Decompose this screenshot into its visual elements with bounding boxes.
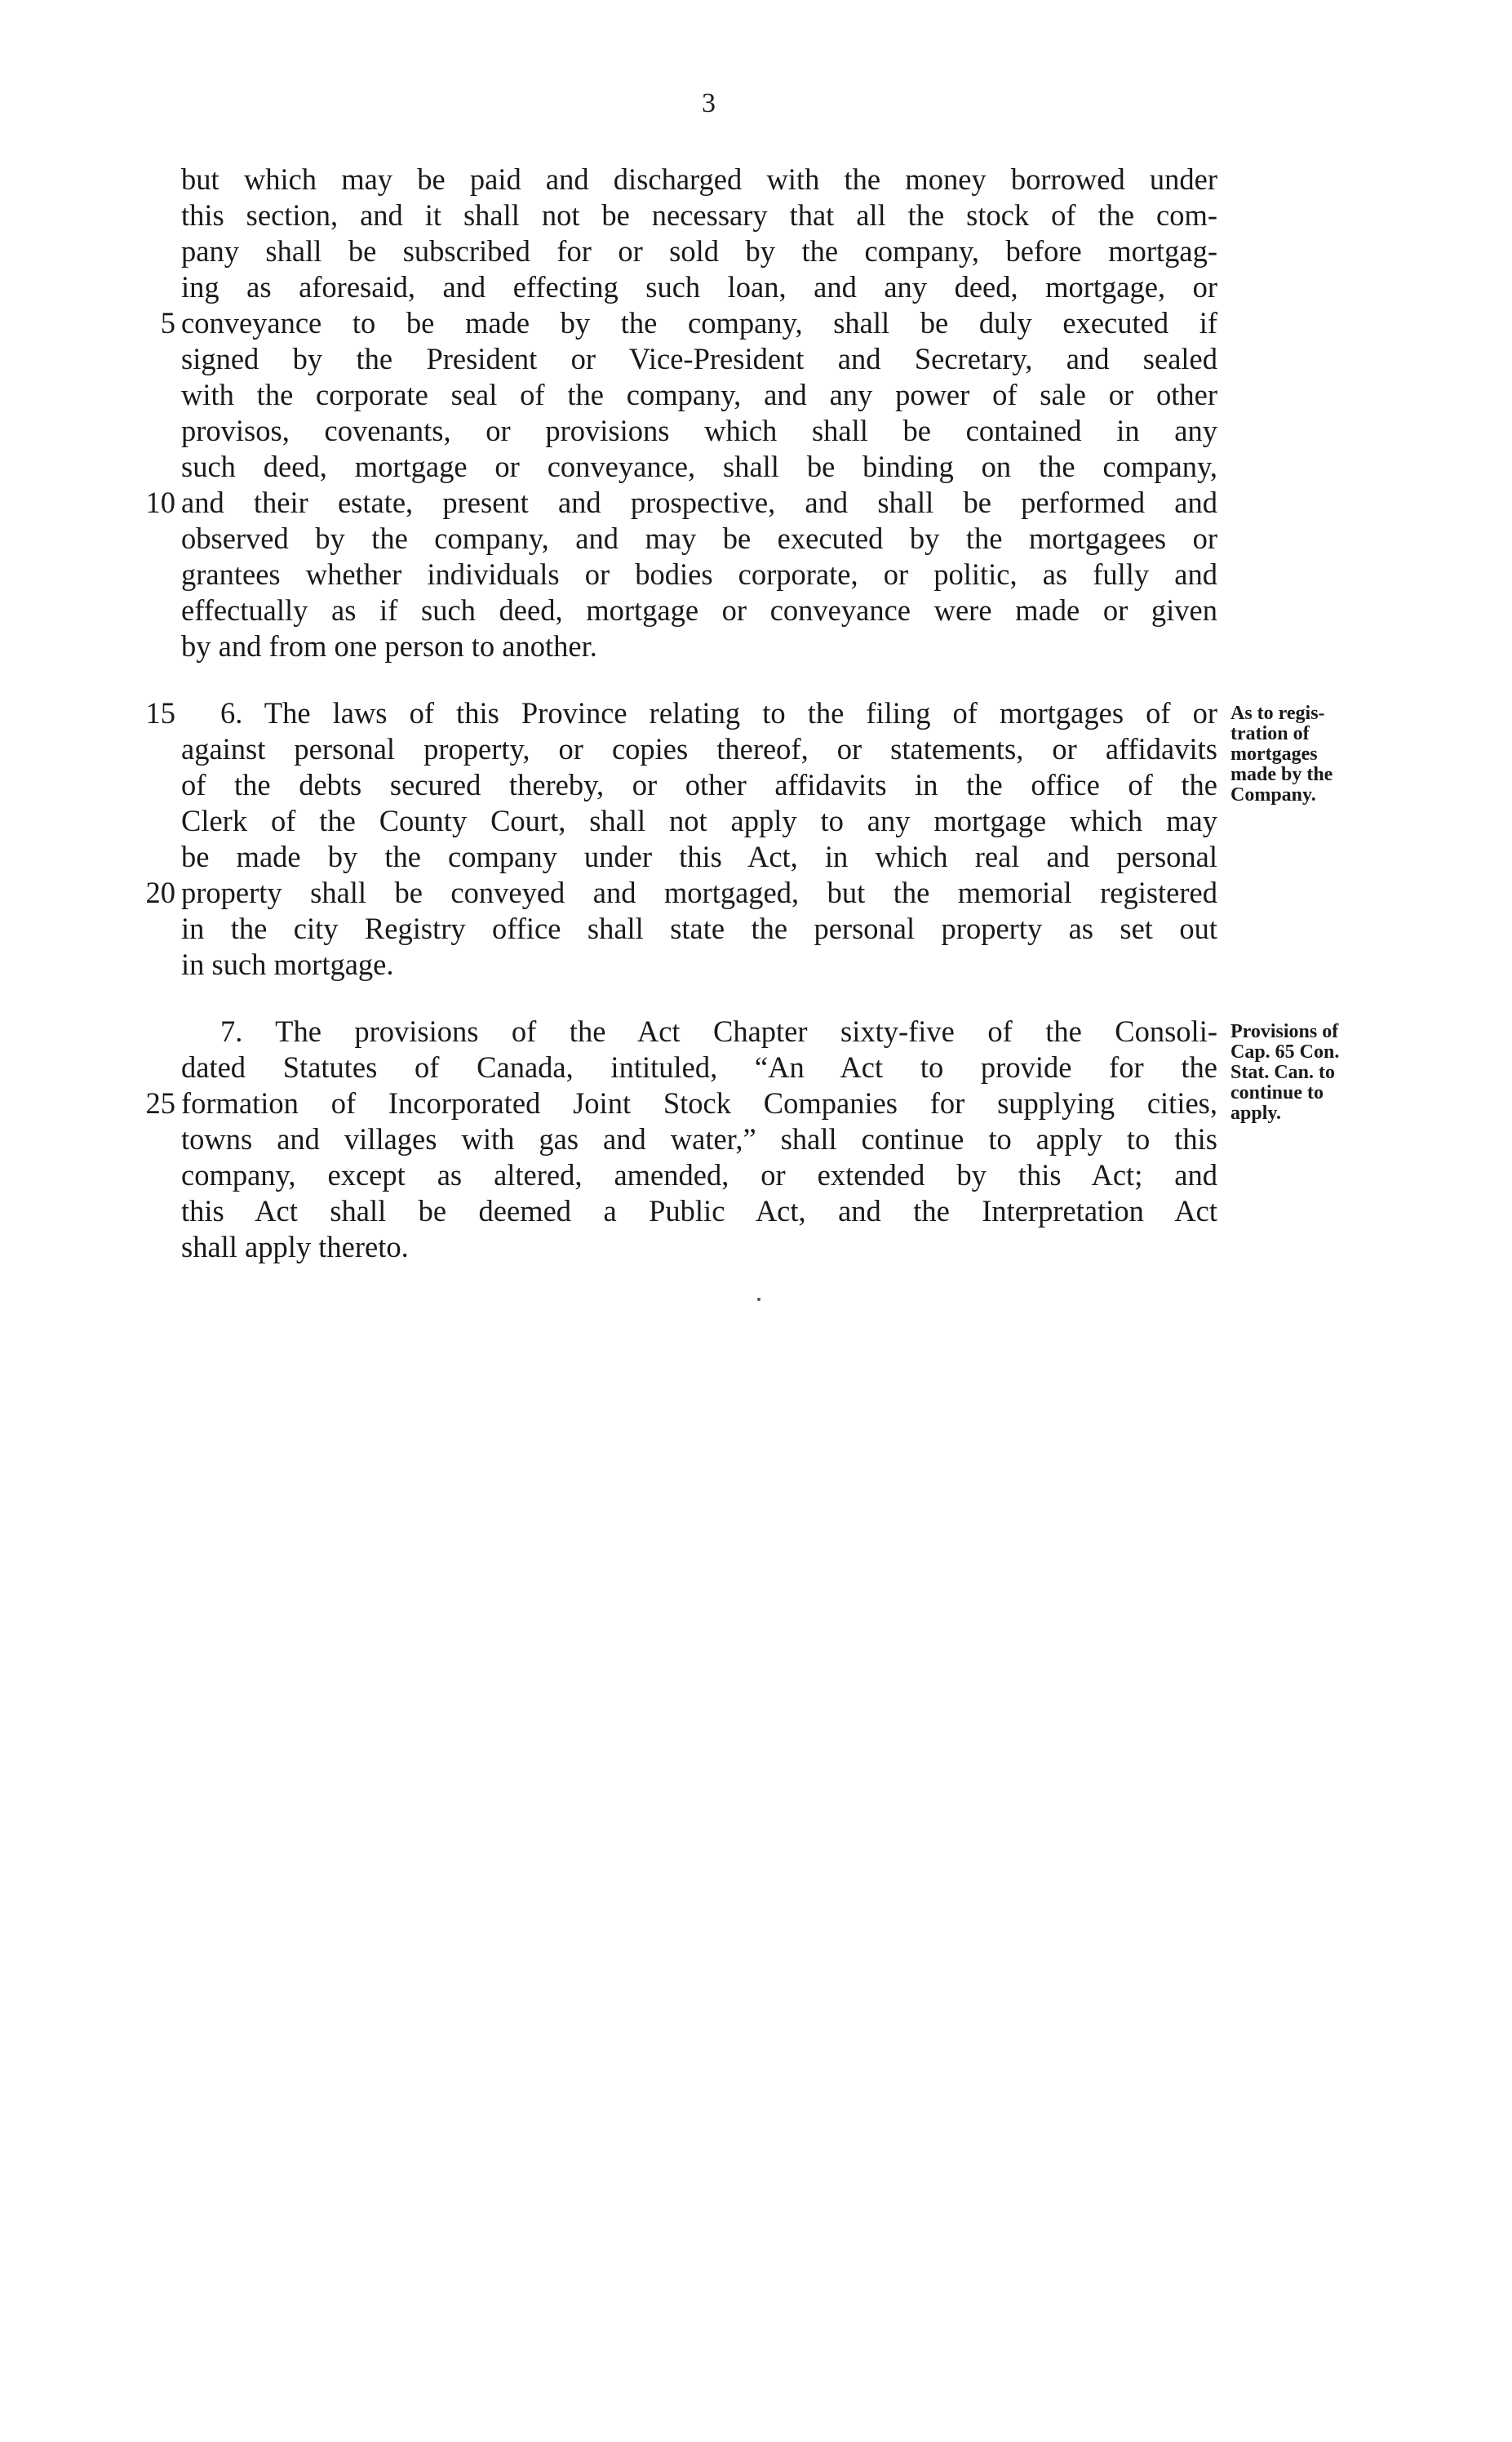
text-line: formation of Incorporated Joint Stock Companies for supplying cities, [181, 1086, 1217, 1120]
text-line: but which may be paid and discharged with the money borrowed under [181, 162, 1217, 196]
line-number: 20 [145, 876, 175, 909]
line-number: 10 [145, 486, 175, 519]
margin-note-line: mortgages [1230, 744, 1318, 765]
text-line: this section, and it shall not be necessary that all the stock of the com- [181, 198, 1217, 232]
text-line: property shall be conveyed and mortgaged, but the memorial registered [181, 876, 1217, 909]
text-line: dated Statutes of Canada, intituled, “An Act to provide for the [181, 1050, 1217, 1084]
page-number: 3 [702, 88, 716, 118]
text-line: pany shall be subscribed for or sold by the company, before mortgag- [181, 234, 1217, 268]
margin-note-line: Company. [1230, 784, 1316, 806]
margin-note-provisions [1230, 1022, 1475, 1124]
text-line: such deed, mortgage or conveyance, shall be binding on the company, [181, 450, 1217, 483]
text-line: of the debts secured thereby, or other affidavits in the office of the [181, 768, 1217, 801]
text-line: signed by the President or Vice-President and Secretary, and sealed [181, 342, 1217, 375]
text-line: Clerk of the County Court, shall not apply to any mortgage which may [181, 804, 1217, 837]
section-7-first-line: 7. The provisions of the Act Chapter sixty-five of the Consoli- [220, 1015, 1217, 1048]
text-line: be made by the company under this Act, in which real and personal [181, 840, 1217, 873]
margin-note-line: tration of [1230, 723, 1310, 744]
margin-note-line: apply. [1230, 1103, 1282, 1124]
text-line: grantees whether individuals or bodies corporate, or politic, as fully and [181, 557, 1217, 591]
text-line: shall apply thereto. [181, 1230, 409, 1263]
margin-note-registration [1230, 704, 1475, 806]
text-line: observed by the company, and may be executed by the mortgagees or [181, 522, 1217, 555]
text-line: by and from one person to another. [181, 629, 597, 663]
text-line: in the city Registry office shall state the personal property as set out [181, 912, 1217, 945]
text-line: in such mortgage. [181, 948, 394, 981]
margin-note-line: As to regis- [1230, 703, 1325, 724]
margin-note-line: continue to [1230, 1082, 1324, 1103]
line-number: 15 [145, 696, 175, 730]
margin-note-line: Cap. 65 Con. [1230, 1041, 1340, 1063]
line-number: 25 [145, 1086, 175, 1120]
margin-note-line: Provisions of [1230, 1021, 1339, 1042]
text-line: and their estate, present and prospective, and shall be performed and [181, 486, 1217, 519]
section-6-first-line: 6. The laws of this Province relating to the filing of mortgages of or [220, 696, 1217, 730]
margin-note-line: made by the [1230, 764, 1333, 785]
text-line: conveyance to be made by the company, shall be duly executed if [181, 306, 1217, 340]
text-line: this Act shall be deemed a Public Act, and the Interpretation Act [181, 1194, 1217, 1228]
text-line: company, except as altered, amended, or extended by this Act; and [181, 1158, 1217, 1192]
stray-mark [757, 1298, 760, 1301]
line-number: 5 [160, 306, 175, 340]
text-line: ing as aforesaid, and effecting such loan, and any deed, mortgage, or [181, 270, 1217, 304]
margin-note-line: Stat. Can. to [1230, 1062, 1336, 1083]
text-line: effectually as if such deed, mortgage or conveyance were made or given [181, 593, 1217, 627]
text-line: towns and villages with gas and water,” shall continue to apply to this [181, 1122, 1217, 1156]
text-line: against personal property, or copies thereof, or statements, or affidavits [181, 732, 1217, 766]
text-line: with the corporate seal of the company, and any power of sale or other [181, 378, 1217, 411]
text-line: provisos, covenants, or provisions which shall be contained in any [181, 414, 1217, 447]
